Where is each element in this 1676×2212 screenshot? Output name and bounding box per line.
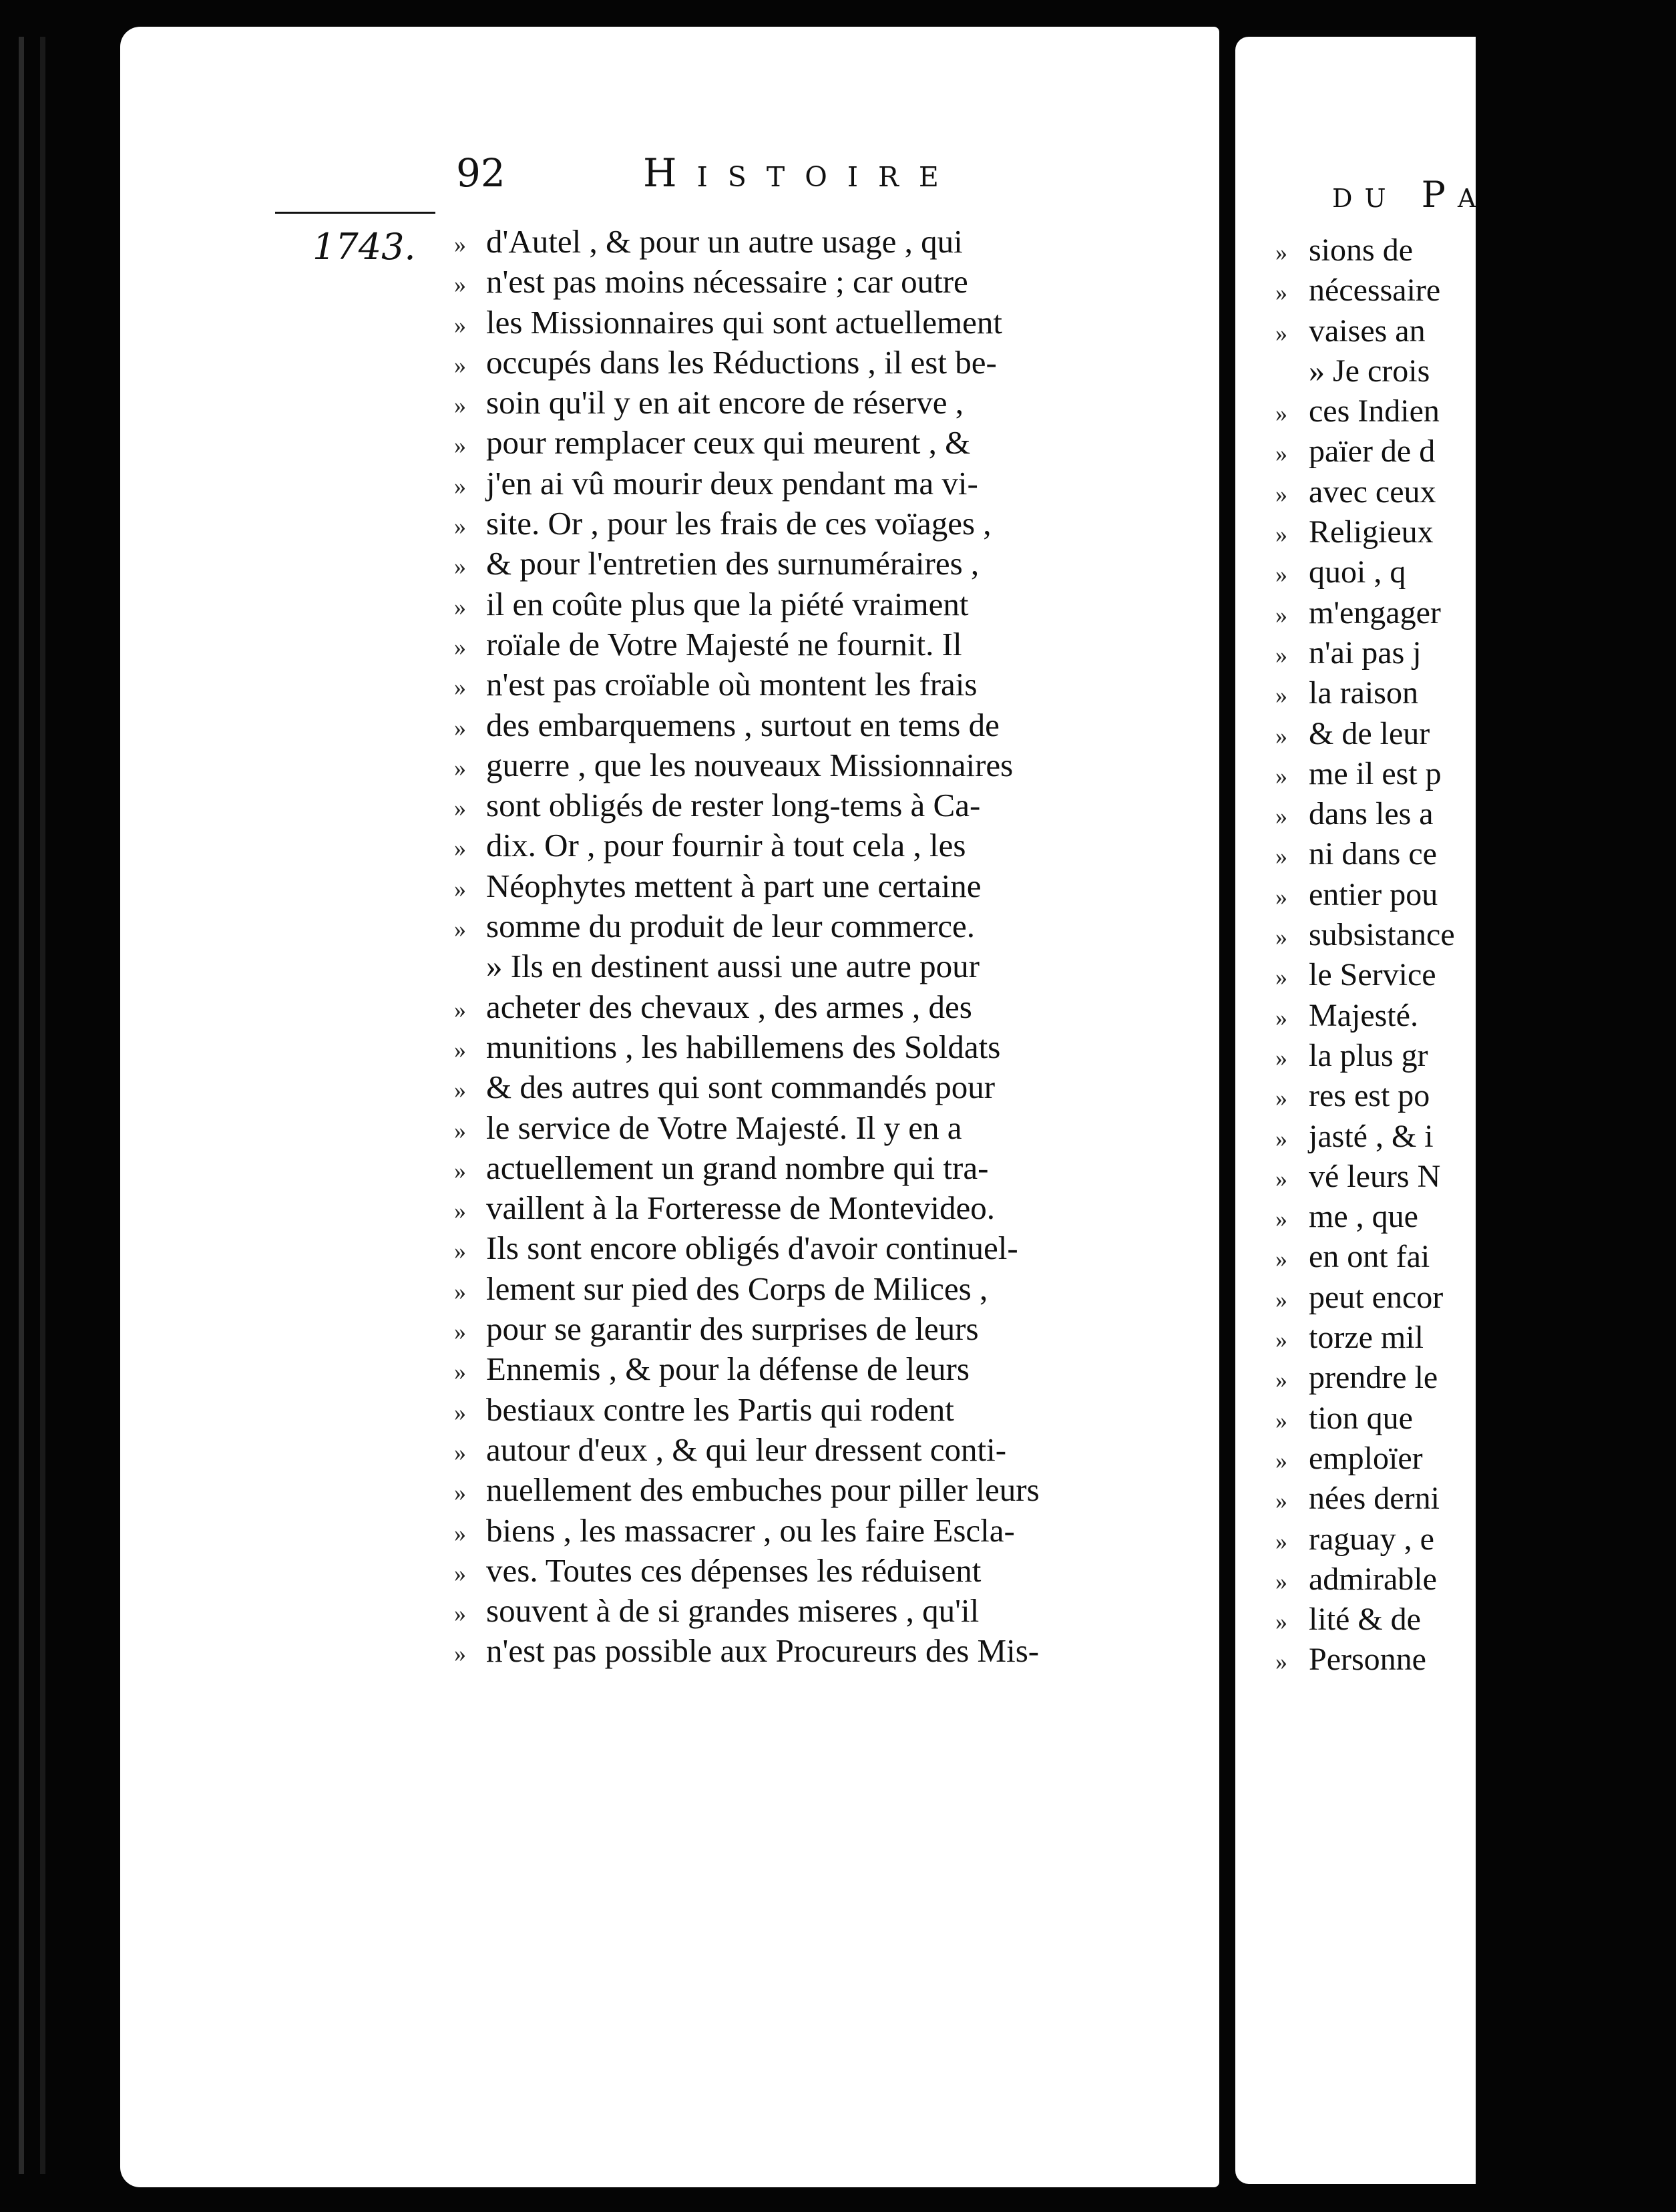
text-line — [1275, 391, 1676, 431]
quote-mark: » — [1275, 521, 1287, 548]
text-line — [1275, 673, 1676, 713]
text-line — [454, 906, 1255, 946]
text-line — [454, 584, 1255, 624]
text-line — [1275, 714, 1676, 754]
line-text: ni dans ce — [1309, 836, 1437, 872]
text-line — [1275, 552, 1676, 592]
text-line — [454, 383, 1255, 423]
quote-mark: » — [454, 472, 466, 500]
text-line — [1275, 1600, 1676, 1640]
line-text: nuellement des embuches pour piller leurs — [486, 1471, 1040, 1509]
quote-mark: » — [454, 1036, 466, 1063]
right-running-title: du Pa — [1332, 174, 1488, 216]
quote-mark: » — [454, 392, 466, 419]
text-line — [1275, 1237, 1676, 1277]
text-line — [454, 1309, 1255, 1349]
line-text: d'Autel , & pour un autre usage , qui — [486, 223, 963, 260]
text-line — [454, 1631, 1255, 1671]
text-line — [1275, 1278, 1676, 1318]
quote-mark: » — [454, 553, 466, 580]
quote-mark: » — [1275, 641, 1287, 669]
text-line — [1275, 875, 1676, 915]
text-line — [1275, 431, 1676, 472]
quote-mark: » — [1275, 319, 1287, 347]
line-text: emploïer — [1309, 1440, 1423, 1476]
line-text: subsistance — [1309, 917, 1455, 953]
quote-mark: » — [1275, 722, 1287, 749]
running-head — [456, 150, 1124, 204]
quote-mark: » — [454, 351, 466, 379]
quote-mark: » — [1275, 1366, 1287, 1394]
line-text: jasté , & i — [1309, 1118, 1434, 1154]
line-text: vaises an — [1309, 313, 1426, 349]
quote-mark: » — [454, 1157, 466, 1184]
line-text: raguay , e — [1309, 1521, 1434, 1557]
line-text: site. Or , pour les frais de ces voïages , — [486, 505, 992, 542]
quote-mark: » — [454, 1117, 466, 1144]
line-text: me il est p — [1309, 755, 1442, 791]
quote-mark: » — [1275, 924, 1287, 951]
line-text: autour d'eux , & qui leur dressent conti- — [486, 1431, 1007, 1468]
line-text: acheter des chevaux , des armes , des — [486, 988, 972, 1025]
text-line — [454, 745, 1255, 785]
quote-mark: » — [1275, 1487, 1287, 1515]
quote-mark: » — [1275, 239, 1287, 266]
quote-mark: » — [454, 432, 466, 459]
quote-mark: » — [454, 513, 466, 540]
quote-mark: » — [1275, 279, 1287, 307]
text-line — [1275, 270, 1676, 311]
text-line — [454, 1188, 1255, 1228]
line-text: quoi , q — [1309, 554, 1406, 590]
line-text: guerre , que les nouveaux Missionnaires — [486, 746, 1014, 783]
margin-year: 1743. — [312, 226, 416, 268]
quote-mark: » — [454, 633, 466, 661]
line-text: dans les a — [1309, 796, 1434, 832]
line-text: & de leur — [1309, 715, 1430, 751]
line-text: munitions , les habillemens des Soldats — [486, 1028, 1001, 1065]
left-page — [120, 27, 1219, 2187]
right-body-text — [1275, 230, 1676, 1680]
line-text: il en coûte plus que la piété vraiment — [486, 585, 969, 622]
line-text: lement sur pied des Corps de Milices , — [486, 1270, 988, 1307]
line-text: les Missionnaires qui sont actuellement — [486, 303, 1002, 341]
line-text: ces Indien — [1309, 393, 1440, 429]
body-text — [454, 222, 1255, 1672]
text-line — [454, 504, 1255, 544]
quote-mark: » — [454, 1439, 466, 1466]
line-text: le Service — [1309, 957, 1436, 993]
line-text: Ils sont encore obligés d'avoir continuel- — [486, 1230, 1018, 1267]
quote-mark: » — [454, 835, 466, 862]
line-text: » Je crois — [1309, 353, 1430, 389]
line-text: en ont fai — [1309, 1239, 1430, 1275]
line-text: Religieux — [1309, 514, 1434, 550]
text-line — [1275, 1439, 1676, 1479]
text-line — [454, 1430, 1255, 1470]
quote-mark: » — [454, 1600, 466, 1628]
text-line — [1275, 1117, 1676, 1157]
text-line — [1275, 311, 1676, 351]
quote-mark: » — [1275, 1125, 1287, 1152]
running-title: Histoire — [643, 150, 959, 196]
line-text: sont obligés de rester long-tems à Ca- — [486, 787, 981, 824]
text-line — [1275, 754, 1676, 794]
line-text: le service de Votre Majesté. Il y en a — [486, 1109, 962, 1146]
line-text: Néophytes mettent à part une certaine — [486, 867, 982, 904]
text-line — [454, 1108, 1255, 1148]
quote-mark: » — [454, 674, 466, 701]
quote-mark: » — [454, 916, 466, 943]
quote-mark: » — [454, 271, 466, 299]
line-text: & pour l'entretien des surnuméraires , — [486, 545, 980, 582]
line-text: vaillent à la Forteresse de Montevideo. — [486, 1189, 995, 1227]
text-line — [1275, 1519, 1676, 1559]
quote-mark: » — [1275, 1206, 1287, 1233]
text-line — [454, 1591, 1255, 1631]
line-text: n'ai pas j — [1309, 634, 1422, 671]
quote-mark: » — [1275, 1004, 1287, 1031]
text-line — [454, 1148, 1255, 1188]
line-text: actuellement un grand nombre qui tra- — [486, 1149, 989, 1186]
line-text: des embarquemens , surtout en tems de — [486, 706, 1000, 743]
quote-mark: » — [1275, 803, 1287, 830]
line-text: » Ils en destinent aussi une autre pour — [486, 948, 980, 985]
text-line — [1275, 1036, 1676, 1076]
text-line — [454, 423, 1255, 463]
line-text: ves. Toutes ces dépenses les réduisent — [486, 1551, 982, 1589]
line-text: souvent à de si grandes miseres , qu'il — [486, 1592, 980, 1630]
quote-mark: » — [454, 1278, 466, 1305]
quote-mark: » — [454, 1559, 466, 1587]
text-line — [454, 262, 1255, 302]
line-text: prendre le — [1309, 1360, 1438, 1396]
quote-mark: » — [454, 1519, 466, 1547]
quote-mark: » — [1275, 762, 1287, 789]
line-text: entier pou — [1309, 876, 1438, 912]
text-line — [454, 825, 1255, 866]
quote-mark: » — [454, 1238, 466, 1265]
text-line — [1275, 593, 1676, 633]
line-text: biens , les massacrer , ou les faire Escla- — [486, 1511, 1015, 1549]
text-line — [1275, 1157, 1676, 1197]
quote-mark: » — [1275, 561, 1287, 588]
text-line — [454, 1228, 1255, 1268]
line-text: roïale de Votre Majesté ne fournit. Il — [486, 625, 962, 663]
text-line — [1275, 512, 1676, 552]
quote-mark: » — [1275, 1568, 1287, 1595]
quote-mark: » — [454, 996, 466, 1023]
text-line — [1275, 996, 1676, 1036]
text-line — [1275, 834, 1676, 874]
line-text: Majesté. — [1309, 997, 1418, 1033]
text-line — [454, 705, 1255, 745]
text-line — [454, 1349, 1255, 1389]
text-line — [1275, 1399, 1676, 1439]
line-text: res est po — [1309, 1078, 1430, 1114]
line-text: & des autres qui sont commandés pour — [486, 1069, 996, 1106]
line-text: me , que — [1309, 1199, 1418, 1235]
text-line — [1275, 351, 1676, 391]
line-text: la raison — [1309, 675, 1418, 711]
line-text: bestiaux contre les Partis qui rodent — [486, 1391, 954, 1428]
line-text: dix. Or , pour fournir à tout cela , les — [486, 827, 966, 864]
text-line — [1275, 1559, 1676, 1600]
quote-mark: » — [1275, 480, 1287, 508]
text-line — [454, 1470, 1255, 1510]
quote-mark: » — [1275, 1608, 1287, 1636]
line-text: j'en ai vû mourir deux pendant ma vi- — [486, 464, 978, 502]
line-text: n'est pas croïable où montent les frais — [486, 666, 978, 703]
quote-mark: » — [1275, 1246, 1287, 1273]
text-line — [454, 303, 1255, 343]
text-line — [1275, 1197, 1676, 1237]
quote-mark: » — [1275, 1326, 1287, 1354]
quote-mark: » — [1275, 1165, 1287, 1192]
quote-mark: » — [454, 1399, 466, 1426]
quote-mark: » — [1275, 1447, 1287, 1474]
header-rule — [275, 212, 435, 214]
quote-mark: » — [1275, 682, 1287, 709]
quote-mark: » — [1275, 843, 1287, 870]
quote-mark: » — [1275, 964, 1287, 991]
quote-mark: » — [1275, 1085, 1287, 1112]
text-line — [1275, 1318, 1676, 1358]
line-text: m'engager — [1309, 594, 1441, 630]
quote-mark: » — [454, 1318, 466, 1346]
text-line — [454, 987, 1255, 1027]
text-line — [454, 464, 1255, 504]
quote-mark: » — [1275, 400, 1287, 427]
quote-mark: » — [454, 1358, 466, 1386]
line-text: soin qu'il y en ait encore de réserve , — [486, 384, 964, 421]
line-text: nécessaire — [1309, 272, 1441, 309]
line-text: somme du produit de leur commerce. — [486, 908, 976, 945]
line-text: lité & de — [1309, 1602, 1421, 1638]
quote-mark: » — [1275, 1407, 1287, 1434]
line-text: vé leurs N — [1309, 1158, 1441, 1194]
text-line — [454, 222, 1255, 262]
page-number: 92 — [456, 150, 505, 196]
text-line — [1275, 915, 1676, 955]
text-line — [1275, 1358, 1676, 1398]
line-text: peut encor — [1309, 1279, 1444, 1315]
text-line — [454, 544, 1255, 584]
text-line — [1275, 1640, 1676, 1680]
text-line — [454, 665, 1255, 705]
quote-mark: » — [454, 311, 466, 339]
line-text: n'est pas moins nécessaire ; car outre — [486, 263, 968, 301]
text-line — [1275, 633, 1676, 673]
quote-mark: » — [1275, 1044, 1287, 1071]
quote-mark: » — [1275, 1286, 1287, 1313]
quote-mark: » — [1275, 1648, 1287, 1676]
text-line — [1275, 1479, 1676, 1519]
text-line — [454, 1269, 1255, 1309]
line-text: occupés dans les Réductions , il est be- — [486, 343, 997, 381]
text-line — [1275, 794, 1676, 834]
text-line — [454, 946, 1255, 986]
text-line — [454, 1511, 1255, 1551]
quote-mark: » — [454, 231, 466, 258]
line-text: nées derni — [1309, 1481, 1440, 1517]
quote-mark: » — [1275, 440, 1287, 468]
quote-mark: » — [454, 1197, 466, 1225]
text-line — [1275, 230, 1676, 270]
quote-mark: » — [454, 754, 466, 781]
quote-mark: » — [1275, 883, 1287, 910]
quote-mark: » — [454, 1077, 466, 1104]
text-line — [454, 1551, 1255, 1591]
text-line — [454, 624, 1255, 665]
line-text: la plus gr — [1309, 1037, 1428, 1073]
line-text: pour remplacer ceux qui meurent , & — [486, 424, 971, 462]
text-line — [454, 866, 1255, 906]
line-text: torze mil — [1309, 1320, 1424, 1356]
line-text: sions de — [1309, 232, 1413, 268]
line-text: avec ceux — [1309, 474, 1436, 510]
text-line — [454, 1067, 1255, 1107]
quote-mark: » — [454, 1479, 466, 1507]
text-line — [1275, 955, 1676, 995]
quote-mark: » — [1275, 1527, 1287, 1555]
line-text: n'est pas possible aux Procureurs des Mis- — [486, 1632, 1040, 1670]
quote-mark: » — [454, 1640, 466, 1668]
line-text: tion que — [1309, 1400, 1413, 1436]
text-line — [454, 785, 1255, 825]
quote-mark: » — [454, 795, 466, 822]
line-text: païer de d — [1309, 433, 1436, 470]
quote-mark: » — [454, 714, 466, 741]
line-text: pour se garantir des surprises de leurs — [486, 1310, 979, 1348]
text-line — [1275, 472, 1676, 512]
quote-mark: » — [454, 875, 466, 902]
text-line — [454, 1027, 1255, 1067]
text-line — [454, 1390, 1255, 1430]
line-text: Personne — [1309, 1642, 1426, 1678]
line-text: Ennemis , & pour la défense de leurs — [486, 1350, 970, 1388]
quote-mark: » — [1275, 601, 1287, 628]
quote-mark: » — [454, 593, 466, 620]
right-page — [1235, 37, 1488, 2184]
line-text: admirable — [1309, 1561, 1437, 1597]
text-line — [454, 343, 1255, 383]
text-line — [1275, 1076, 1676, 1116]
